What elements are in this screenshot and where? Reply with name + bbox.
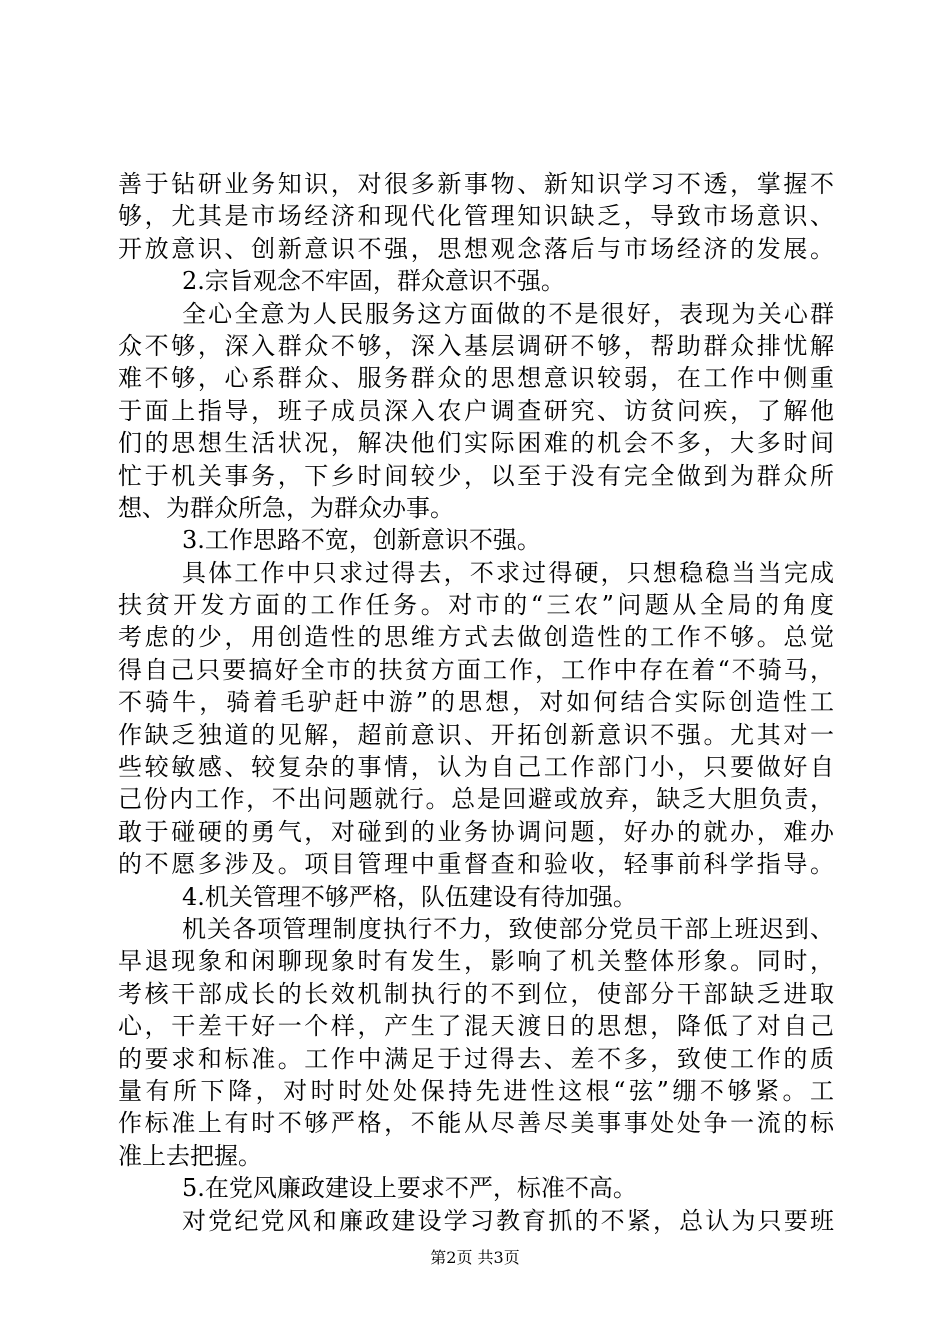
text-line: 作标准上有时不够严格，不能从尽善尽美事事处处争一流的标 <box>118 1109 834 1138</box>
text-line: 对党纪党风和廉政建设学习教育抓的不紧，总认为只要班 <box>182 1206 834 1235</box>
text-line: 开放意识、创新意识不强，思想观念落后与市场经济的发展。 <box>118 234 834 263</box>
text-line: 早退现象和闲聊现象时有发生，影响了机关整体形象。同时， <box>118 947 834 976</box>
text-line: 些较敏感、较复杂的事情，认为自己工作部门小，只要做好自 <box>118 753 834 782</box>
text-line: 们的思想生活状况，解决他们实际困难的机会不多，大多时间 <box>118 429 834 458</box>
text-line: 众不够，深入群众不够，深入基层调研不够，帮助群众排忧解 <box>118 331 834 360</box>
text-line: 忙于机关事务，下乡时间较少，以至于没有完全做到为群众所 <box>118 461 834 490</box>
text-line: 考核干部成长的长效机制执行的不到位，使部分干部缺乏进取 <box>118 979 834 1008</box>
text-line: 4.机关管理不够严格，队伍建设有待加强。 <box>182 882 637 911</box>
text-line: 得自己只要搞好全市的扶贫方面工作，工作中存在着“不骑马， <box>118 655 834 684</box>
text-line: 心，干差干好一个样，产生了混天渡日的思想，降低了对自己 <box>118 1012 834 1041</box>
text-line: 不骑牛，骑着毛驴赶中游”的思想，对如何结合实际创造性工 <box>118 688 834 717</box>
text-line: 全心全意为人民服务这方面做的不是很好，表现为关心群 <box>182 299 834 328</box>
text-line: 于面上指导，班子成员深入农户调查研究、访贫问疾，了解他 <box>118 396 834 425</box>
text-line: 够，尤其是市场经济和现代化管理知识缺乏，导致市场意识、 <box>118 202 834 231</box>
text-line: 难不够，心系群众、服务群众的思想意识较弱，在工作中侧重 <box>118 364 834 393</box>
text-line: 扶贫开发方面的工作任务。对市的“三农”问题从全局的角度 <box>118 591 834 620</box>
text-line: 准上去把握。 <box>118 1141 262 1170</box>
text-line: 3.工作思路不宽，创新意识不强。 <box>182 526 541 555</box>
text-line: 5.在党风廉政建设上要求不严，标准不高。 <box>182 1174 637 1203</box>
text-line: 己份内工作，不出问题就行。总是回避或放弃，缺乏大胆负责， <box>118 785 834 814</box>
text-line: 善于钻研业务知识，对很多新事物、新知识学习不透，掌握不 <box>118 170 834 198</box>
text-line: 量有所下降，对时时处处保持先进性这根“弦”绷不够紧。工 <box>118 1076 834 1105</box>
text-line: 具体工作中只求过得去，不求过得硬，只想稳稳当当完成 <box>182 558 834 587</box>
text-line: 敢于碰硬的勇气，对碰到的业务协调问题，好办的就办，难办 <box>118 817 834 846</box>
document-body <box>118 168 834 1237</box>
text-line: 想、为群众所急，为群众办事。 <box>118 493 454 522</box>
text-line: 的要求和标准。工作中满足于过得去、差不多，致使工作的质 <box>118 1044 834 1073</box>
page-footer <box>0 1248 950 1268</box>
text-line: 机关各项管理制度执行不力，致使部分党员干部上班迟到、 <box>182 914 834 943</box>
text-line: 的不愿多涉及。项目管理中重督查和验收，轻事前科学指导。 <box>118 850 834 879</box>
text-line: 考虑的少，用创造性的思维方式去做创造性的工作不够。总觉 <box>118 623 834 652</box>
page-number: 第2页 共3页 <box>430 1248 520 1267</box>
text-line: 作缺乏独道的见解，超前意识、开拓创新意识不强。尤其对一 <box>118 720 834 749</box>
text-line: 2.宗旨观念不牢固，群众意识不强。 <box>182 267 565 296</box>
